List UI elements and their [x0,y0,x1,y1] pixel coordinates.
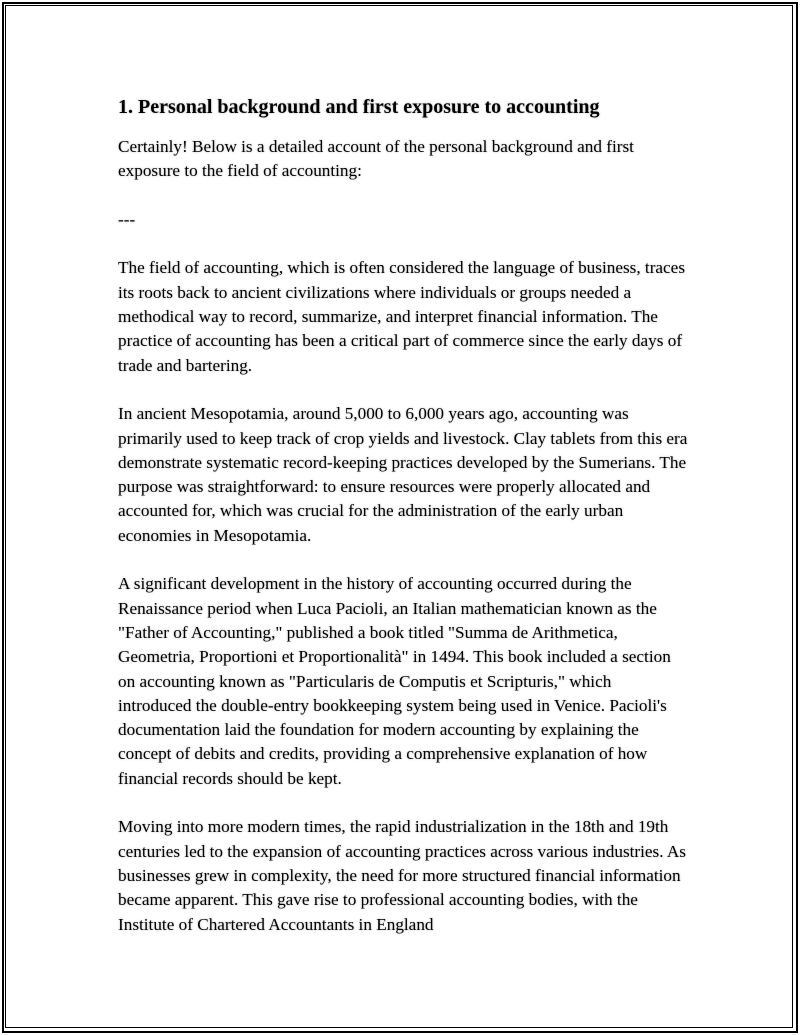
paragraph-industrialization: Moving into more modern times, the rapid industrialization in the 18th and 19th centuries led to the expansion of accounting practices across various industries. As businesses grew in complexity, the need for more structured financial information became apparent. This gave rise to professional accounting bodies, with the Institute of Chartered Accountants in England [118,817,686,934]
section-heading: 1. Personal background and first exposure to accounting [118,96,600,118]
paragraph-origins: The field of accounting, which is often considered the language of business, traces its roots back to ancient civilizations where individuals or groups needed a methodical way to record, summarize, and interpret financial information. The practice of accounting has been a critical part of commerce since the early days of trade and bartering. [118,258,686,375]
paragraph-separator: --- [118,209,136,229]
paragraph-renaissance: A significant development in the history of accounting occurred during the Renaissance period when Luca Pacioli, an Italian mathematician known as the "Father of Accounting," published a book titled "Summa de Arithmetica, Geometria, Proportioni et Proportionalità" in 1494. This book included a section on accounting known as "Particularis de Computis et Scripturis," which introduced the double-entry bookkeeping system being used in Venice. Pacioli's documentation laid the foundation for modern accounting by explaining the concept of debits and credits, providing a comprehensive explanation of how financial records should be kept. [118,574,671,788]
paragraph-intro: Certainly! Below is a detailed account of the personal background and first exposure to the field of accounting: [118,137,634,181]
document-body [118,93,688,961]
paragraph-mesopotamia: In ancient Mesopotamia, around 5,000 to 6,000 years ago, accounting was primarily used to keep track of crop yields and livestock. Clay tablets from this era demonstrate systematic record-keeping practices developed by the Sumerians. The purpose was straightforward: to ensure resources were properly allocated and accounted for, which was crucial for the administration of the early urban economies in Mesopotamia. [118,404,688,545]
